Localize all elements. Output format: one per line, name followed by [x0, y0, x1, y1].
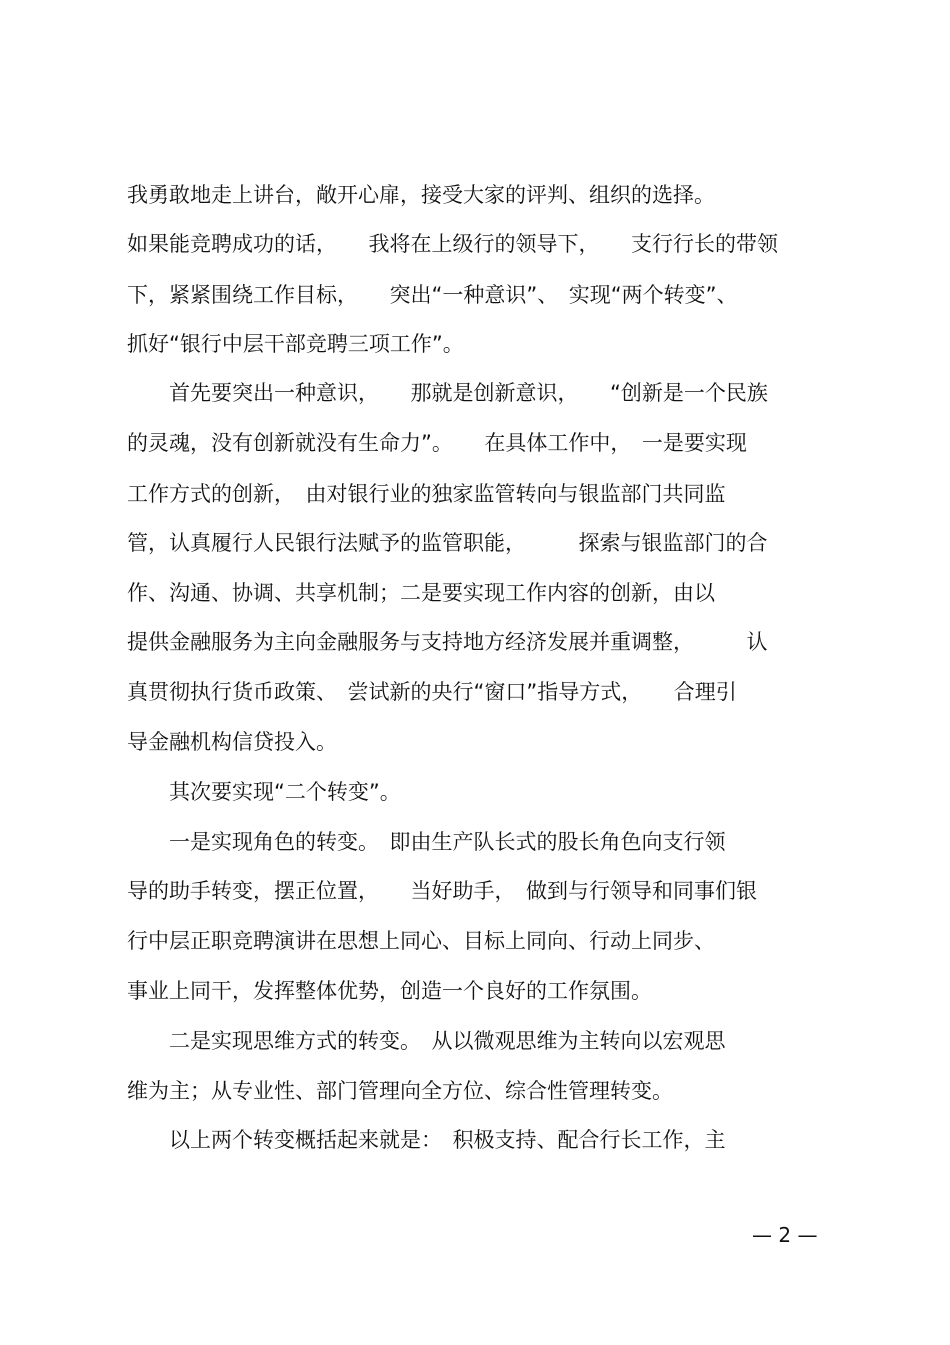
text-line: 其次要实现“二个转变”。 — [127, 780, 401, 804]
text-line: 如果能竞聘成功的话， 我将在上级行的领导下， 支行行长的带领 — [127, 232, 778, 256]
text-line: 工作方式的创新， 由对银行业的独家监管转向与银监部门共同监 — [127, 482, 726, 506]
text-line: 提供金融服务为主向金融服务与支持地方经济发展并重调整， 认 — [127, 630, 768, 654]
text-line: 真贯彻执行货币政策、 尝试新的央行“窗口”指导方式， 合理引 — [127, 680, 737, 704]
text-line: 导的助手转变，摆正位置， 当好助手， 做到与行领导和同事们银 — [127, 879, 757, 903]
text-line: 抓好“银行中层干部竞聘三项工作”。 — [127, 332, 464, 356]
text-line: 下，紧紧围绕工作目标， 突出“一种意识”、 实现“两个转变”、 — [127, 283, 738, 307]
text-line: 管，认真履行人民银行法赋予的监管职能， 探索与银监部门的合 — [127, 531, 768, 555]
text-line: 我勇敢地走上讲台，敞开心扉，接受大家的评判、组织的选择。 — [127, 183, 715, 207]
text-line: 一是实现角色的转变。 即由生产队长式的股长角色向支行领 — [127, 830, 726, 854]
text-line: 维为主；从专业性、部门管理向全方位、综合性管理转变。 — [127, 1079, 673, 1103]
text-line: 的灵魂，没有创新就没有生命力”。 在具体工作中， 一是要实现 — [127, 431, 747, 455]
text-line: 首先要突出一种意识， 那就是创新意识， “创新是一个民族 — [127, 381, 768, 405]
page-number: — 2 — — [752, 1223, 818, 1247]
text-line: 以上两个转变概括起来就是： 积极支持、配合行长工作，主 — [127, 1128, 726, 1152]
text-line: 作、沟通、协调、共享机制；二是要实现工作内容的创新，由以 — [127, 581, 715, 605]
text-line: 导金融机构信贷投入。 — [127, 730, 337, 754]
text-line: 二是实现思维方式的转变。 从以微观思维为主转向以宏观思 — [127, 1029, 726, 1053]
text-line: 事业上同干，发挥整体优势，创造一个良好的工作氛围。 — [127, 979, 652, 1003]
text-line: 行中层正职竞聘演讲在思想上同心、目标上同向、行动上同步、 — [127, 929, 715, 953]
